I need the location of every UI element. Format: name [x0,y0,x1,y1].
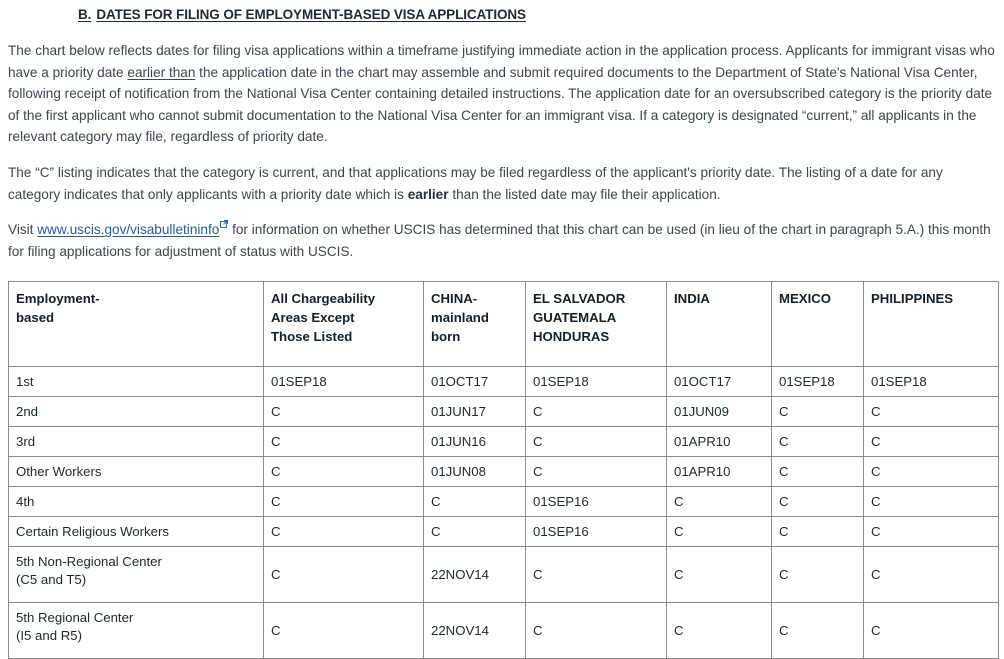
table-cell-r5-c3: C [667,517,772,547]
table-cell-r2-c5: C [864,427,999,457]
table-cell-r7-c4: C [772,603,864,659]
table-cell-r6-c0: C [264,547,424,603]
employment-based-filing-dates-table [8,281,999,659]
table-cell-r6-c3: C [667,547,772,603]
table-cell-r0-c3: 01OCT17 [667,367,772,397]
paragraph-3-part-b: for information on whether USCIS has determined that this chart can be used (in lieu of the chart in paragraph 5.A.) this month for filing applications for adjustment of status with USCIS. [8,222,991,259]
table-row [9,517,999,547]
table-column-header-line: MEXICO [779,291,832,307]
paragraph-2-part-c: than the listed date may file their application. [448,186,721,202]
paragraph-1-part-b: the application date in the chart may assemble and submit required documents to the Department of State's National Visa Center, following receipt of notification from the National Visa Center containing detailed instructions. The application date for an oversubscribed category is the priority date of the first applicant who cannot submit documentation to the National Visa Center for an immigrant visa. If a category is designated “current,” all applicants in the relevant category may file, regardless of priority date. [8,64,993,145]
page-title [0,0,1004,23]
table-row-category-label [9,487,264,517]
table-cell-r1-c5: C [864,397,999,427]
table-column-header-6 [864,282,999,367]
section-title: DATES FOR FILING OF EMPLOYMENT-BASED VISA APPLICATIONS [96,7,526,22]
table-column-header-line: CHINA- [431,291,478,307]
table-cell-r7-c5: C [864,603,999,659]
table-row-label-line: Other Workers [16,464,102,480]
table-column-header-3 [526,282,667,367]
table-row-label-line: 2nd [16,404,39,420]
table-cell-r2-c2: C [526,427,667,457]
table-cell-r5-c0: C [264,517,424,547]
table-row-label-line: (I5 and R5) [16,628,82,644]
table-cell-r4-c1: C [424,487,526,517]
table-column-header-5 [772,282,864,367]
table-column-header-line: mainland [431,310,489,326]
table-cell-r5-c1: C [424,517,526,547]
table-row-category-label [9,397,264,427]
table-cell-r7-c3: C [667,603,772,659]
table-cell-r6-c5: C [864,547,999,603]
external-link-icon [220,220,228,228]
paragraph-c-listing-explainer [0,148,1004,205]
table-row-category-label [9,367,264,397]
table-row [9,547,999,603]
table-cell-r3-c4: C [772,457,864,487]
table-row [9,397,999,427]
table-column-header-line: INDIA [674,291,710,307]
table-cell-r0-c5: 01SEP18 [864,367,999,397]
paragraph-2-part-a: The “C” listing indicates that the category is current, and that applications may be filed regardless of the applicant's priority date. The listing of a date for any category indicates that only applicants with a priority date which is [8,164,943,202]
table-cell-r0-c2: 01SEP18 [526,367,667,397]
table-cell-r1-c0: C [264,397,424,427]
table-cell-r6-c4: C [772,547,864,603]
table-cell-r1-c1: 01JUN17 [424,397,526,427]
table-column-header-line: born [431,329,461,345]
table-row-category-label [9,457,264,487]
table-cell-r1-c3: 01JUN09 [667,397,772,427]
table-row-category-label [9,547,264,603]
table-row-label-line: Certain Religious Workers [16,524,169,540]
table-cell-r3-c5: C [864,457,999,487]
paragraph-filing-dates-explainer [0,23,1004,148]
table-cell-r5-c2: 01SEP16 [526,517,667,547]
table-row-category-label [9,517,264,547]
table-column-header-line: based [16,310,55,326]
table-column-header-2 [424,282,526,367]
table-cell-r4-c4: C [772,487,864,517]
table-row-category-label [9,427,264,457]
table-row [9,603,999,659]
table-row-label-line: 1st [16,374,34,390]
table-cell-r5-c4: C [772,517,864,547]
paragraph-1-emphasis-earlier-than: earlier than [127,64,196,80]
table-cell-r2-c0: C [264,427,424,457]
table-column-header-line: Employment- [16,291,100,307]
uscis-visabulletininfo-link[interactable]: www.uscis.gov/visabulletininfo [37,222,220,238]
table-cell-r7-c1: 22NOV14 [424,603,526,659]
table-cell-r3-c3: 01APR10 [667,457,772,487]
table-cell-r3-c2: C [526,457,667,487]
section-letter: B. [78,7,92,22]
table-cell-r7-c2: C [526,603,667,659]
table-row [9,427,999,457]
table-row [9,487,999,517]
table-header [9,282,999,367]
table-column-header-4 [667,282,772,367]
paragraph-1-part-a: The chart below reflects dates for filing visa applications within a timeframe justifying immediate action in the application process. Applicants for immigrant visas who have a priority date [8,43,995,80]
paragraph-uscis-link [0,205,1004,262]
table-row-label-line: (C5 and T5) [16,572,87,588]
table-cell-r4-c3: C [667,487,772,517]
table-body [9,367,999,659]
table-cell-r3-c0: C [264,457,424,487]
table-cell-r4-c0: C [264,487,424,517]
table-column-header-line: All Chargeability [271,291,376,307]
table-cell-r2-c3: 01APR10 [667,427,772,457]
table-column-header-line: Areas Except [271,310,355,326]
table-row-label-line: 5th Non-Regional Center [16,554,162,570]
table-row-label-line: 4th [16,494,35,510]
table-row-category-label [9,603,264,659]
table-column-header-line: HONDURAS [533,329,610,345]
table-cell-r0-c4: 01SEP18 [772,367,864,397]
table-cell-r3-c1: 01JUN08 [424,457,526,487]
paragraph-2-emphasis-earlier: earlier [407,186,449,202]
table-cell-r4-c5: C [864,487,999,517]
table-column-header-line: EL SALVADOR [533,291,626,307]
paragraph-3-part-a: Visit [8,222,38,238]
table-cell-r4-c2: 01SEP16 [526,487,667,517]
table-column-header-line: PHILIPPINES [871,291,954,307]
table-cell-r7-c0: C [264,603,424,659]
table-row [9,367,999,397]
table-cell-r1-c2: C [526,397,667,427]
table-header-row [9,282,999,367]
table-cell-r2-c4: C [772,427,864,457]
table-row-label-line: 3rd [16,434,36,450]
table-cell-r5-c5: C [864,517,999,547]
table-cell-r2-c1: 01JUN16 [424,427,526,457]
table-cell-r0-c0: 01SEP18 [264,367,424,397]
table-row [9,457,999,487]
table-row-label-line: 5th Regional Center [16,610,134,626]
table-cell-r1-c4: C [772,397,864,427]
table-column-header-0 [9,282,264,367]
table-column-header-line: GUATEMALA [533,310,617,326]
table-cell-r6-c2: C [526,547,667,603]
table-column-header-1 [264,282,424,367]
table-cell-r6-c1: 22NOV14 [424,547,526,603]
table-column-header-line: Those Listed [271,329,353,345]
table-cell-r0-c1: 01OCT17 [424,367,526,397]
